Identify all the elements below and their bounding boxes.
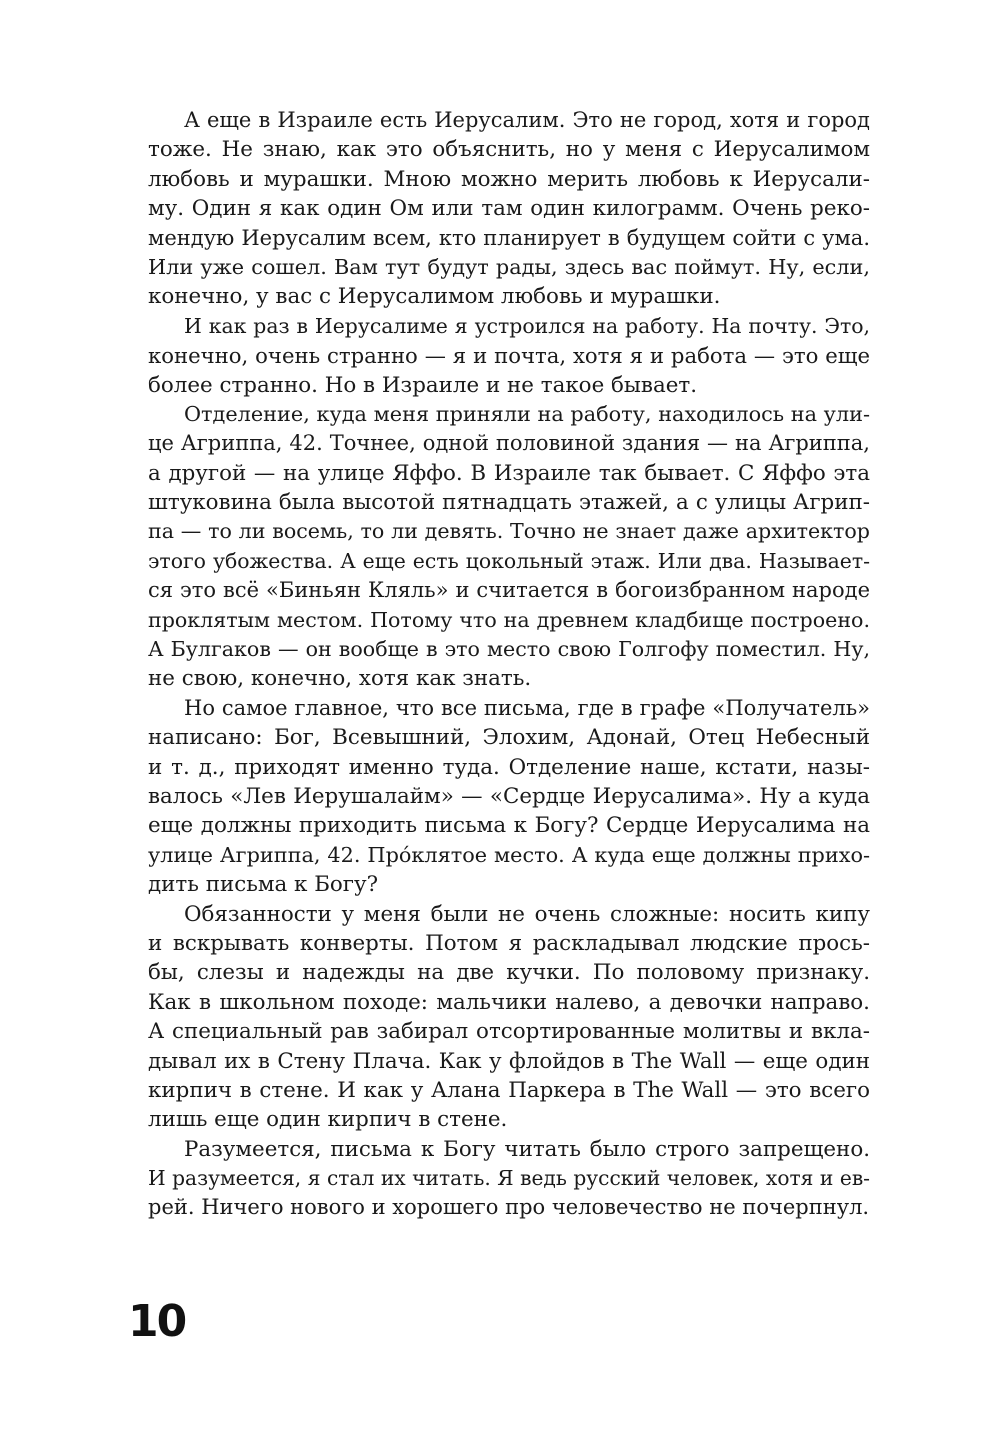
paragraph-line: Но самое главное, что все письма, где в графе «Получатель» xyxy=(184,695,870,720)
paragraph-line: еще должны приходить письма к Богу? Сердце Иерусалима на xyxy=(148,813,870,839)
paragraph-line: конечно, очень странно — я и почта, хотя я и работа — это еще xyxy=(148,343,870,369)
paragraph-line: улице Агриппа, 42. Про́клятое место. А куда еще должны прихо- xyxy=(148,842,870,867)
paragraph-line: штуковина была высотой пятнадцать этажей, а с улицы Агрип- xyxy=(148,490,870,516)
paragraph-line: дить письма к Богу? xyxy=(148,872,379,898)
paragraph-line: этого убожества. А еще есть цокольный этаж. Или два. Называет- xyxy=(148,548,870,573)
paragraph-line: це Агриппа, 42. Точнее, одной половиной здания — на Агриппа, xyxy=(148,431,870,456)
page-number: 10 xyxy=(128,1296,186,1347)
paragraph-line: бы, слезы и надежды на две кучки. По половому признаку. xyxy=(148,960,870,986)
paragraph-line: более странно. Но в Израиле и не такое бывает. xyxy=(148,372,698,398)
paragraph-line: рей. Ничего нового и хорошего про человечество не почерпнул. xyxy=(148,1195,870,1220)
paragraph-line: Как в школьном походе: мальчики налево, а девочки направо. xyxy=(148,989,870,1015)
paragraph-line: дывал их в Стену Плача. Как у флойдов в The Wall — еще один xyxy=(148,1048,870,1074)
paragraph-line: конечно, у вас с Иерусалимом любовь и мурашки. xyxy=(148,284,721,310)
paragraph-line: Разумеется, письма к Богу читать было строго запрещено. xyxy=(184,1136,870,1162)
paragraph-line: И разумеется, я стал их читать. Я ведь русский человек, хотя и ев- xyxy=(148,1166,870,1191)
paragraph-line: Отделение, куда меня приняли на работу, находилось на ули- xyxy=(184,401,870,426)
paragraph-line: мендую Иерусалим всем, кто планирует в будущем сойти с ума. xyxy=(148,225,870,250)
paragraph-line: А специальный рав забирал отсортированные молитвы и вкла- xyxy=(148,1019,870,1045)
body-text xyxy=(148,106,870,1223)
paragraph-line: и вскрывать конверты. Потом я раскладывал людские прось- xyxy=(148,930,870,956)
paragraph-line: А Булгаков — он вообще в это место свою Голгофу поместил. Ну, xyxy=(148,637,870,662)
paragraph-line: валось «Лев Иерушалайм» — «Сердце Иерусалима». Ну а куда xyxy=(148,783,870,809)
paragraph-line: па — то ли восемь, то ли девять. Точно не знает даже архитектор xyxy=(148,519,870,544)
paragraph-line: тоже. Не знаю, как это объяснить, но у меня с Иерусалимом xyxy=(148,137,870,163)
paragraph-line: Или уже сошел. Вам тут будут рады, здесь вас поймут. Ну, если, xyxy=(148,254,870,279)
paragraph-line: кирпич в стене. И как у Алана Паркера в The Wall — это всего xyxy=(148,1077,870,1103)
paragraph-line: а другой — на улице Яффо. В Израиле так бывает. С Яффо эта xyxy=(148,460,870,486)
paragraph-line: и т. д., приходят именно туда. Отделение наше, кстати, назы- xyxy=(148,754,870,780)
paragraph-line: проклятым местом. Потому что на древнем кладбище построено. xyxy=(148,607,870,632)
paragraph-line: лишь еще один кирпич в стене. xyxy=(148,1107,508,1133)
paragraph-line: любовь и мурашки. Мною можно мерить любовь к Иерусали- xyxy=(148,166,870,192)
paragraph-line: И как раз в Иерусалиме я устроился на работу. На почту. Это, xyxy=(184,313,870,338)
paragraph-line: Обязанности у меня были не очень сложные: носить кипу xyxy=(184,901,870,927)
paragraph-line: написано: Бог, Всевышний, Элохим, Адонай, Отец Небесный xyxy=(148,725,870,751)
paragraph-line: му. Один я как один Ом или там один килограмм. Очень реко- xyxy=(148,196,870,222)
paragraph-line: ся это всё «Биньян Кляль» и считается в богоизбранном народе xyxy=(148,578,870,603)
paragraph-line: не свою, конечно, хотя как знать. xyxy=(148,666,532,692)
paragraph-line: А еще в Израиле есть Иерусалим. Это не город, хотя и город xyxy=(184,108,870,132)
